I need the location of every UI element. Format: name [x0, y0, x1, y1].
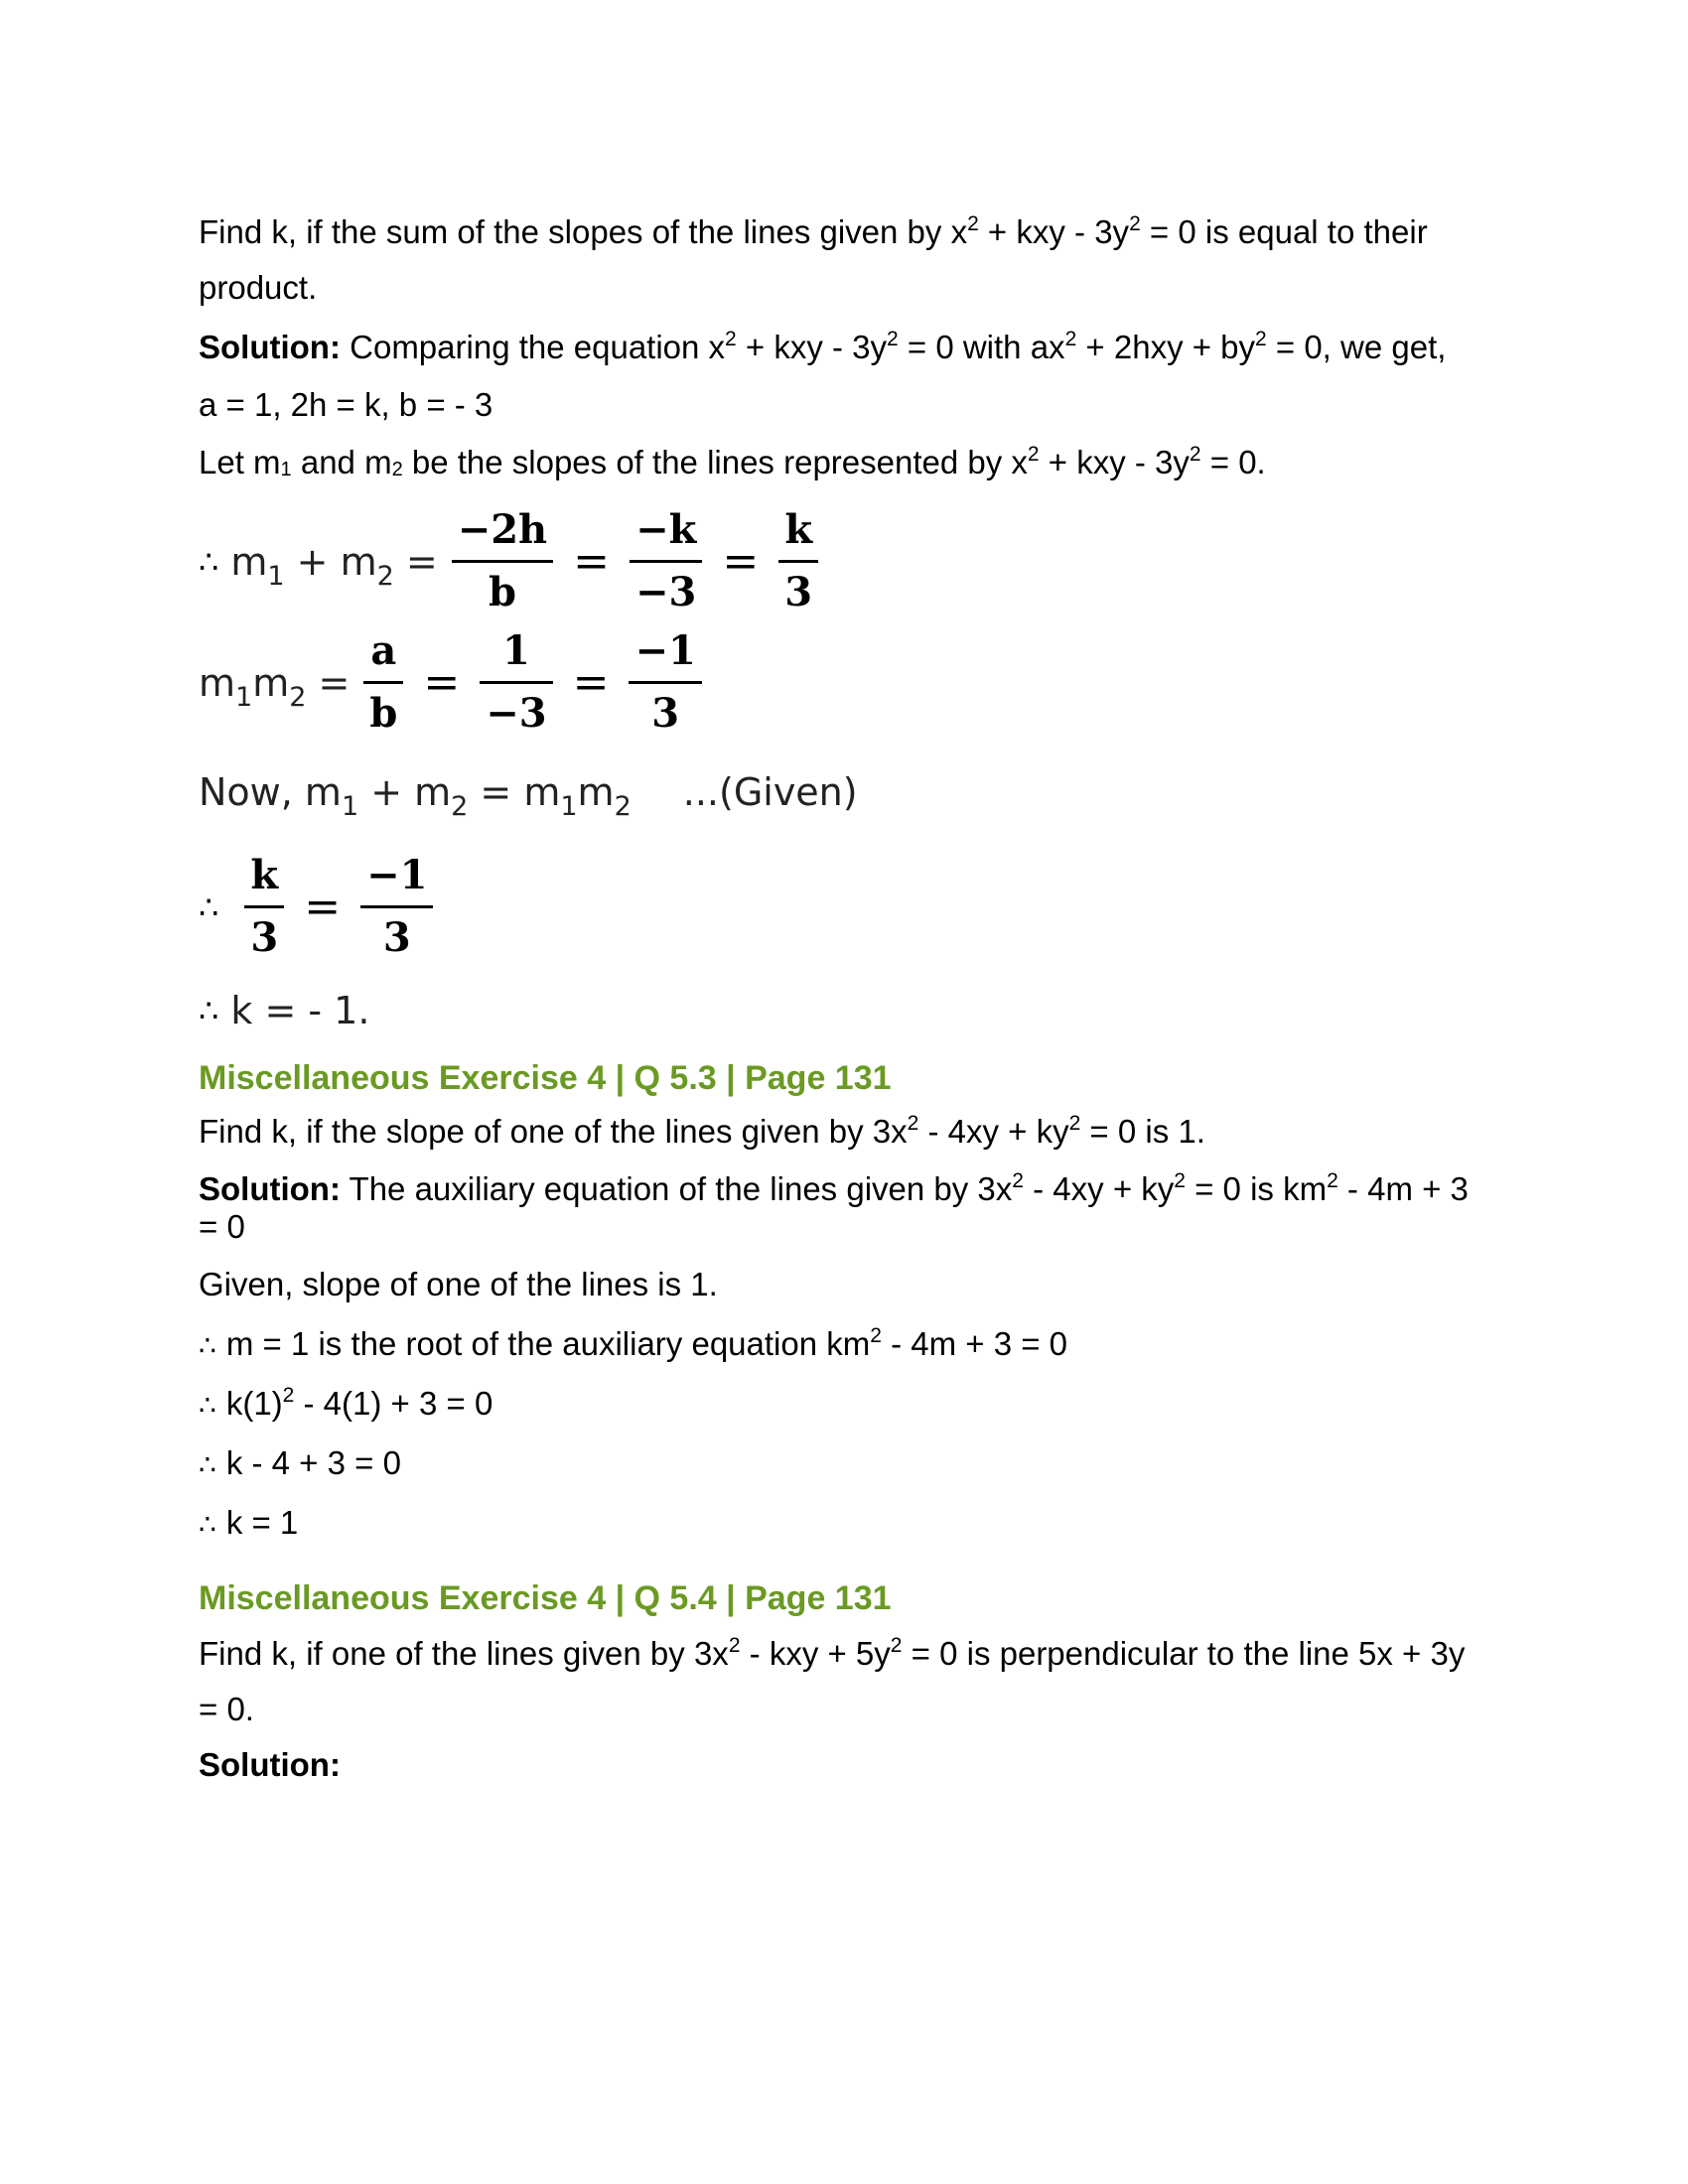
step-result: ∴ k = 1 [199, 1504, 299, 1541]
fraction: $\frac{-1}{3}$ [629, 627, 701, 738]
given-annotation: ...(Given) [682, 770, 858, 814]
solution-line-1: Solution: Comparing the equation $x^2$ + kxy - $3y^2 = 0$ with $ax^2 + 2hxy + by^2 = 0$, we get, [199, 328, 1447, 365]
solution-label: Solution: [199, 1170, 341, 1207]
k-equation: ∴ $\frac{k}{3}$ = $\frac{-1}{3}$ [199, 852, 447, 962]
step-simplify: ∴ k - 4 + 3 = 0 [199, 1444, 401, 1481]
step-root: ∴ m = 1 is the root of the auxiliary equation $km^2 - 4m + 3 = 0$ [199, 1324, 1068, 1362]
solution-label: Solution: [199, 329, 341, 365]
given-slope-line: Given, slope of one of the lines is 1. [199, 1266, 718, 1302]
question-q5-4-line-1: Find k, if one of the lines given by $3x^2$ - kxy + $5y^2 = 0$ is perpendicular to the line 5x + 3y [199, 1634, 1466, 1672]
sum-of-slopes-equation: ∴ $m_1 + m_2$ = $\frac{-2h}{b}$ = $\frac{-k}{-3}$ = $\frac{k}{3}$ [199, 506, 832, 616]
exercise-heading-q5-4: Miscellaneous Exercise 4 | Q 5.4 | Page 131 [199, 1579, 892, 1617]
let-slopes-line: Let m1 and m2 be the slopes of the lines represented by $x^2$ + kxy - $3y^2 = 0$. [199, 443, 1266, 480]
fraction: $\frac{k}{3}$ [778, 506, 818, 616]
question-text-line-2: product. [199, 269, 318, 306]
fraction: $\frac{-1}{3}$ [360, 852, 433, 962]
question-q5-4-line-2: = 0. [199, 1691, 254, 1727]
product-of-slopes-equation: $m_1m_2$ = $\frac{a}{b}$ = $\frac{1}{-3}$ = $\frac{-1}{3}$ [199, 627, 716, 738]
fraction: $\frac{1}{-3}$ [480, 627, 552, 738]
question-text-line-1: Find k, if the sum of the slopes of the lines given by $x^2$ + kxy - $3y^2 = 0$ is equal to their [199, 212, 1428, 250]
fraction: $\frac{a}{b}$ [363, 627, 403, 738]
given-condition-equation: Now, $m_1 + m_2 = m_1m_2$ ...(Given) [199, 770, 858, 822]
fraction: $\frac{-2h}{b}$ [452, 506, 553, 616]
exercise-heading-q5-3: Miscellaneous Exercise 4 | Q 5.3 | Page 131 [199, 1059, 892, 1097]
k-result: ∴ k = - 1. [199, 989, 370, 1032]
fraction: $\frac{-k}{-3}$ [630, 506, 702, 616]
fraction: $\frac{k}{3}$ [244, 852, 284, 962]
solution-q5-3-line-2: = 0 [199, 1208, 245, 1245]
question-q5-3: Find k, if the slope of one of the lines given by $3x^2 - 4xy + ky^2 = 0$ is 1. [199, 1112, 1205, 1150]
step-substitute: ∴ $k(1)^2 - 4(1) + 3 = 0$ [199, 1384, 493, 1422]
therefore-symbol: ∴ [199, 542, 219, 581]
coefficients-line: a = 1, 2h = k, b = - 3 [199, 386, 493, 423]
solution-q5-4 [199, 1745, 341, 1785]
solution-q5-3-line-1: Solution: The auxiliary equation of the lines given by $3x^2 - 4xy + ky^2 = 0$ is $km^2 - 4m + 3$ [199, 1169, 1469, 1207]
solution-label: Solution: [199, 1746, 341, 1783]
